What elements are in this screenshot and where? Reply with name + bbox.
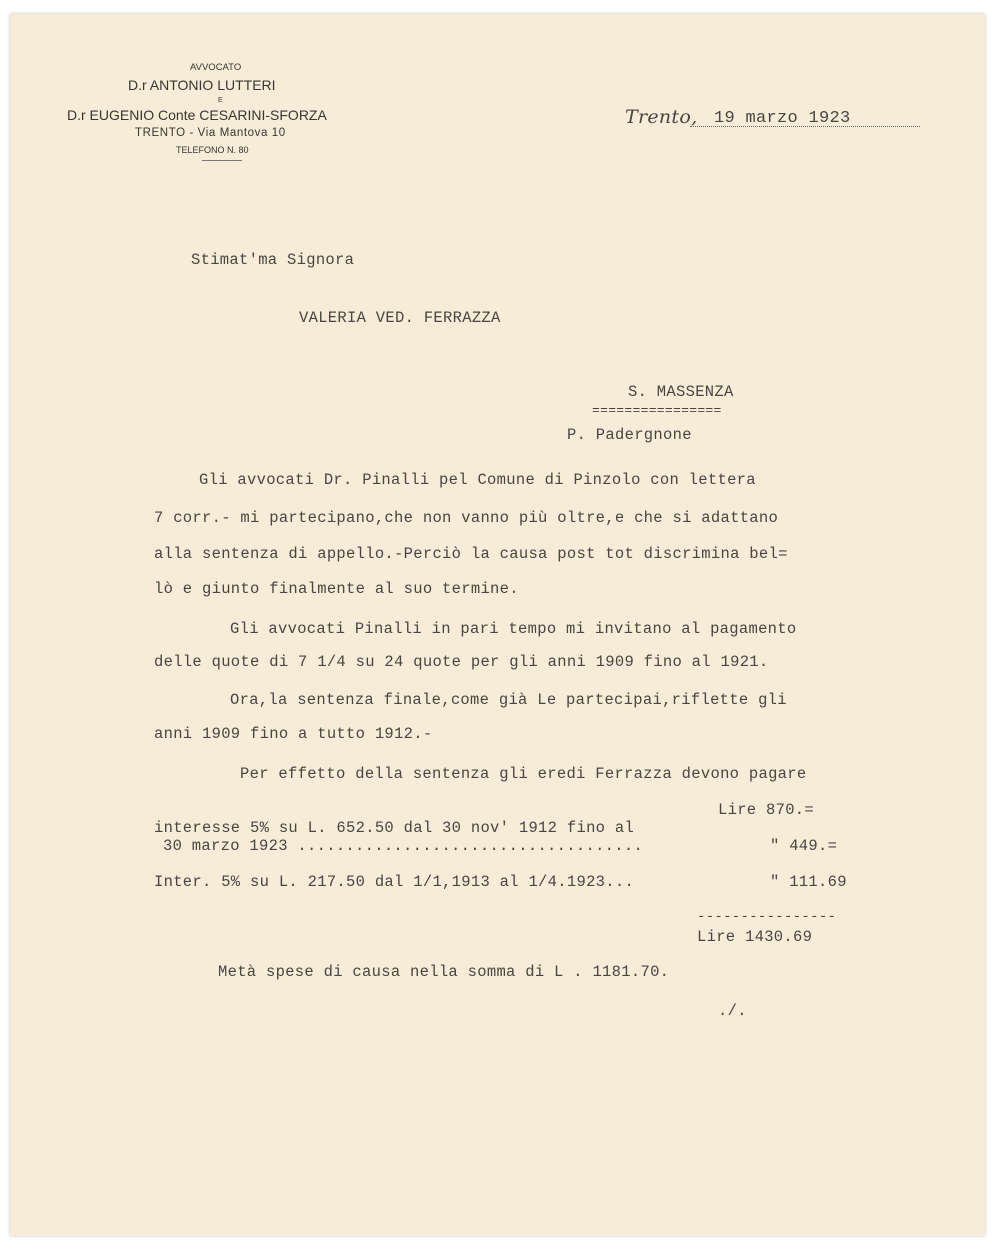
body-line: alla sentenza di appello.-Perciò la causa post tot discrimina bel= (154, 545, 788, 563)
amount-capital: Lire 870.= (718, 801, 815, 819)
date-place: Trento, (625, 106, 698, 128)
amount-interest-1: " 449.= (770, 837, 838, 855)
letterhead-phone: TELEFONO N. 80 (176, 145, 249, 155)
letterhead-title: AVVOCATO (190, 62, 242, 73)
body-line: delle quote di 7 1/4 su 24 quote per gli anni 1909 fino al 1921. (154, 653, 769, 671)
recipient-name: VALERIA VED. FERRAZZA (299, 309, 501, 327)
total-amount: Lire 1430.69 (697, 928, 813, 946)
body-line: anni 1909 fino a tutto 1912.- (154, 725, 433, 743)
body-line: lò e giunto finalmente al suo termine. (154, 580, 519, 598)
letterhead-rule (202, 160, 242, 161)
interest-line-1-cont: 30 marzo 1923 .................................... (163, 837, 644, 855)
costs-line: Metà spese di causa nella somma di L . 1181.70. (218, 963, 670, 981)
body-line: Gli avvocati Dr. Pinalli pel Comune di Pinzolo con lettera (199, 471, 756, 489)
body-line: Per effetto della sentenza gli eredi Ferrazza devono pagare (240, 765, 807, 783)
letterhead-address: TRENTO - Via Mantova 10 (135, 127, 286, 139)
date-line (690, 126, 920, 127)
interest-line-1: interesse 5% su L. 652.50 dal 30 nov' 1912 fino al (154, 819, 635, 837)
letterhead-and: E (218, 97, 223, 104)
body-line: Ora,la sentenza finale,come già Le partecipai,riflette gli (230, 691, 787, 709)
letterhead-name2: D.r EUGENIO Conte CESARINI-SFORZA (67, 107, 327, 123)
salutation: Stimat'ma Signora (191, 251, 355, 269)
date-value: 19 marzo 1923 (714, 109, 851, 128)
recipient-post: P. Padergnone (567, 426, 692, 444)
closing-mark: ./. (718, 1002, 747, 1020)
amount-interest-2: " 111.69 (770, 873, 847, 891)
letterhead-name1: D.r ANTONIO LUTTERI (128, 77, 276, 93)
recipient-underline: ================ (592, 403, 722, 418)
body-line: 7 corr.- mi partecipano,che non vanno più oltre,e che si adattano (154, 509, 779, 527)
recipient-town: S. MASSENZA (628, 383, 734, 401)
total-separator: ---------------- (697, 909, 837, 925)
interest-line-2: Inter. 5% su L. 217.50 dal 1/1,1913 al 1/4.1923... (154, 873, 635, 891)
body-line: Gli avvocati Pinalli in pari tempo mi invitano al pagamento (230, 620, 797, 638)
